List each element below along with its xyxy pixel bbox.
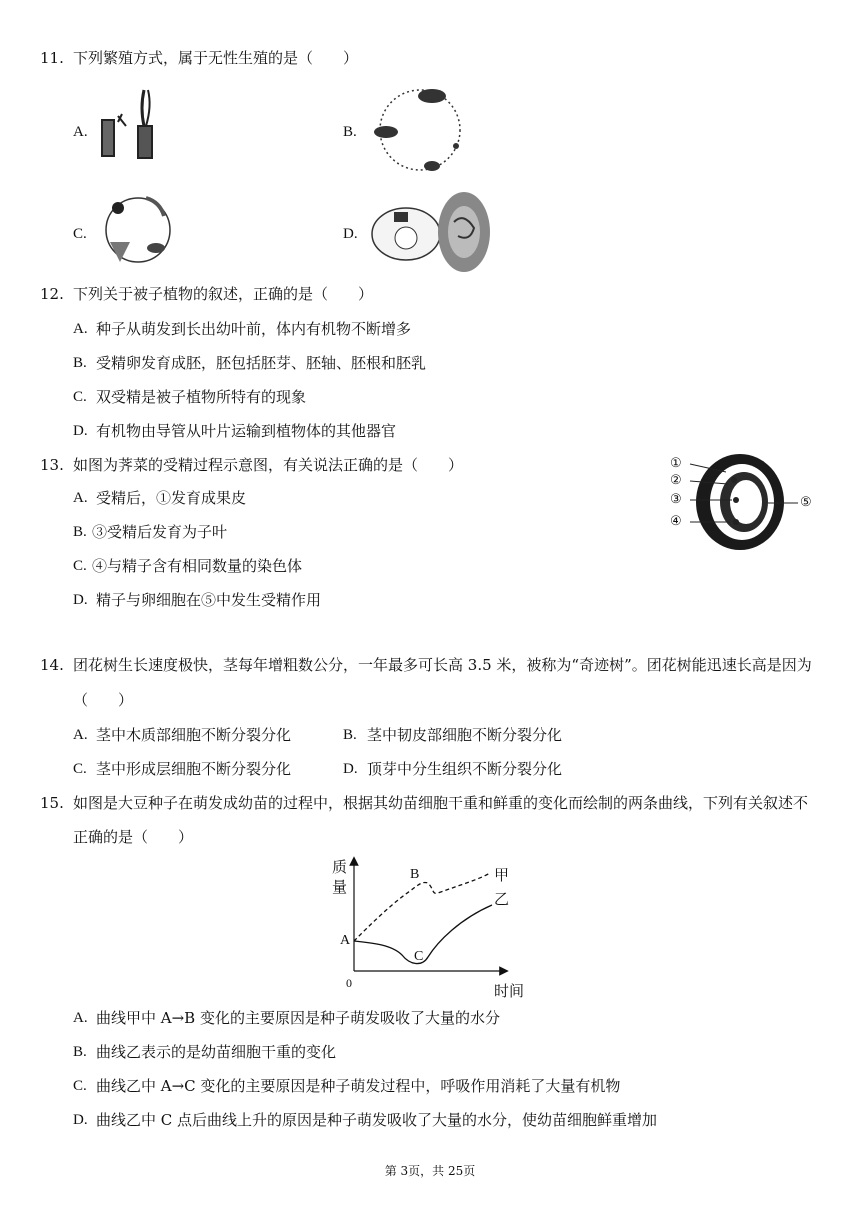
q13-number: 13.: [40, 456, 64, 474]
graph-origin: 0: [346, 976, 352, 990]
bird-egg-embryo-illustration-icon: [368, 186, 492, 276]
grafting-illustration-icon: [98, 86, 158, 162]
curve-jia: [354, 873, 490, 941]
q14-option-b-text: 茎中韧皮部细胞不断分裂分化: [367, 726, 563, 744]
q12-option-c-letter: C.: [73, 389, 87, 405]
ovule-label-3: ③: [670, 492, 682, 507]
graph-curve-jia-label: 甲: [494, 866, 510, 884]
q11-option-a-letter: A.: [73, 124, 88, 140]
q15-option-b-letter: B.: [73, 1044, 87, 1060]
ovule-label-1: ①: [670, 456, 682, 471]
q15-stem-line2: 正确的是（ ）: [73, 828, 194, 846]
q14-option-b-letter: B.: [343, 727, 357, 743]
q12-option-b-letter: B.: [73, 355, 87, 371]
page-footer: 第 3页，共 25页: [384, 1164, 476, 1178]
q13-option-b-letter: B.: [73, 524, 87, 540]
graph-curve-yi-label: 乙: [494, 890, 510, 908]
q12-option-a-letter: A.: [73, 321, 88, 337]
q13-option-d-letter: D.: [73, 592, 88, 608]
q15-option-b-text: 曲线乙表示的是幼苗细胞干重的变化: [96, 1043, 337, 1061]
q11-option-d-letter: D.: [343, 226, 358, 242]
graph-point-c: C: [414, 949, 424, 964]
q12-option-a-text: 种子从萌发到长出幼叶前，体内有机物不断增多: [96, 320, 412, 338]
q12-option-d-letter: D.: [73, 423, 88, 439]
q12-option-b-text: 受精卵发育成胚，胚包括胚芽、胚轴、胚根和胚乳: [96, 354, 427, 372]
q13-option-d-text: 精子与卵细胞在⑤中发生受精作用: [96, 591, 322, 609]
q14-stem-line1: 团花树生长速度极快，茎每年增粗数公分，一年最多可长高 3.5 米，被称为“奇迹树”。团花树能迅速长高是因为: [73, 656, 812, 674]
q13-option-a-letter: A.: [73, 490, 88, 506]
q15-option-c-letter: C.: [73, 1078, 87, 1094]
q11-stem: 下列繁殖方式，属于无性生殖的是（ ）: [73, 49, 359, 67]
q15-option-a-text: 曲线甲中 A→B 变化的主要原因是种子萌发吸收了大量的水分: [96, 1009, 500, 1027]
ovule-label-4: ④: [670, 514, 682, 529]
q14-option-c-letter: C.: [73, 761, 87, 777]
q14-option-c-text: 茎中形成层细胞不断分裂分化: [96, 760, 292, 778]
q15-option-d-text: 曲线乙中 C 点后曲线上升的原因是种子萌发吸收了大量的水分，使幼苗细胞鲜重增加: [96, 1111, 658, 1129]
q11-number: 11.: [40, 49, 64, 67]
q14-option-a-text: 茎中木质部细胞不断分裂分化: [96, 726, 292, 744]
q15-stem-line1: 如图是大豆种子在萌发成幼苗的过程中，根据其幼苗细胞干重和鲜重的变化而绘制的两条曲线，下列有关叙述不: [73, 794, 809, 812]
q13-option-c-letter: C.: [73, 558, 87, 574]
q12-option-d-text: 有机物由导管从叶片运输到植物体的其他器官: [96, 422, 397, 440]
q12-number: 12.: [40, 285, 64, 303]
mass-time-graph: [330, 855, 540, 1005]
q14-stem-line2: （ ）: [73, 691, 134, 709]
butterfly-life-cycle-illustration-icon: [98, 190, 178, 270]
ovule-label-2: ②: [670, 473, 682, 488]
graph-ylabel-2: 量: [332, 878, 348, 896]
graph-point-b: B: [410, 867, 420, 882]
q14-option-d-letter: D.: [343, 761, 358, 777]
q13-stem: 如图为荠菜的受精过程示意图，有关说法正确的是（ ）: [73, 456, 464, 474]
q11-option-c-letter: C.: [73, 226, 87, 242]
q12-stem: 下列关于被子植物的叙述，正确的是（ ）: [73, 285, 374, 303]
q11-option-b-letter: B.: [343, 124, 357, 140]
graph-point-a: A: [340, 933, 351, 948]
q15-number: 15.: [40, 794, 64, 812]
graph-ylabel-1: 质: [332, 858, 348, 876]
q14-option-d-text: 顶芽中分生组织不断分裂分化: [367, 760, 563, 778]
ovule-fertilization-figure: [668, 450, 828, 556]
q13-option-b-text: ③受精后发育为子叶: [92, 523, 228, 541]
q15-option-d-letter: D.: [73, 1112, 88, 1128]
grasshopper-life-cycle-illustration-icon: [370, 82, 470, 178]
q14-option-a-letter: A.: [73, 727, 88, 743]
q15-option-a-letter: A.: [73, 1010, 88, 1026]
ovule-label-5: ⑤: [800, 495, 812, 510]
q13-option-a-text: 受精后，①发育成果皮: [96, 489, 247, 507]
q15-option-c-text: 曲线乙中 A→C 变化的主要原因是种子萌发过程中，呼吸作用消耗了大量有机物: [96, 1077, 621, 1095]
q14-number: 14.: [40, 656, 64, 674]
q13-option-c-text: ④与精子含有相同数量的染色体: [92, 557, 303, 575]
q12-option-c-text: 双受精是被子植物所特有的现象: [96, 388, 307, 406]
graph-xlabel: 时间: [494, 982, 525, 1000]
